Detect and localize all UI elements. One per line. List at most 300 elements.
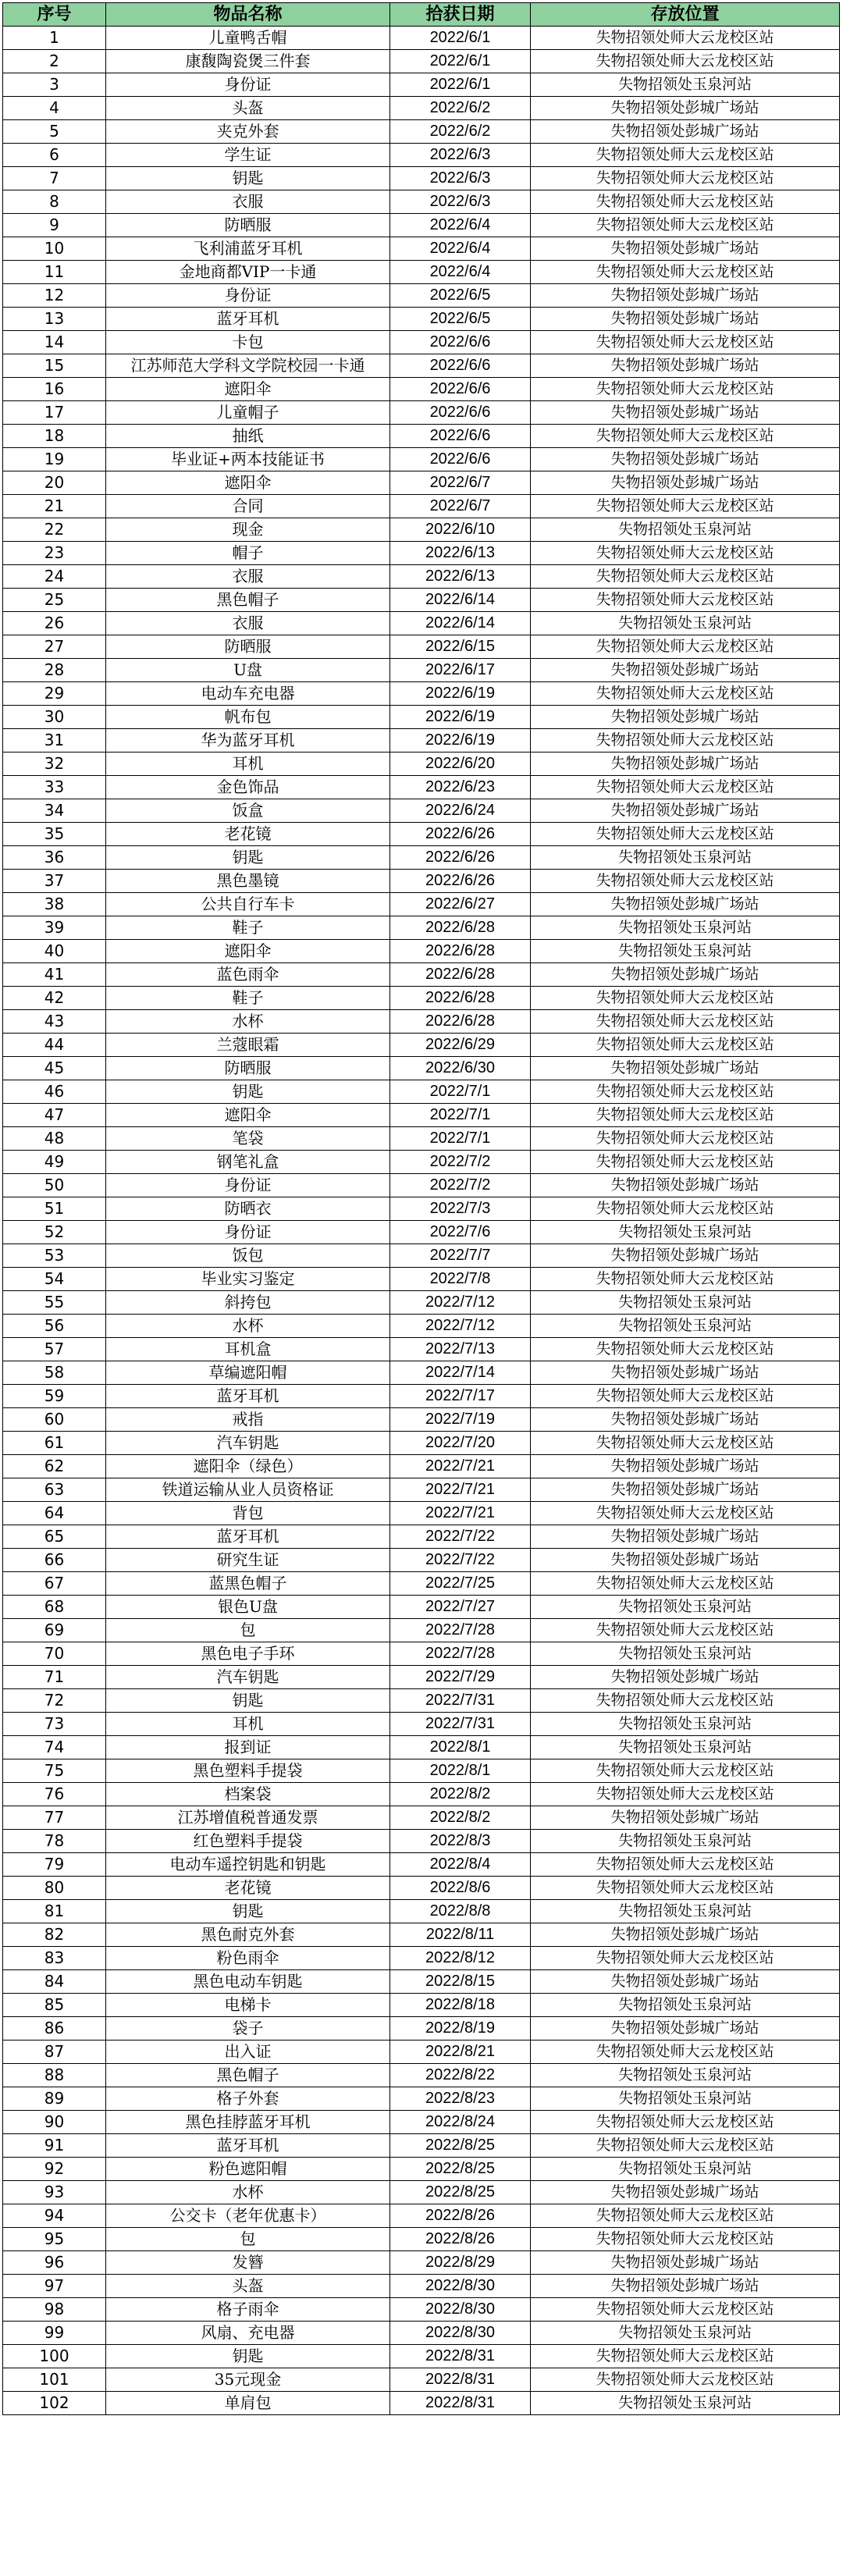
cell-item-name: 蓝牙耳机 [106,308,390,331]
cell-found-date: 2022/6/26 [390,823,531,846]
cell-item-name: 帽子 [106,542,390,565]
cell-storage-location: 失物招领处师大云龙校区站 [531,729,840,753]
cell-item-name: 蓝色雨伞 [106,963,390,987]
cell-no: 26 [3,612,106,635]
cell-item-name: 报到证 [106,1736,390,1759]
cell-storage-location: 失物招领处彭城广场站 [531,120,840,144]
cell-no: 77 [3,1806,106,1830]
cell-storage-location: 失物招领处师大云龙校区站 [531,1877,840,1900]
cell-item-name: 遮阳伞 [106,378,390,401]
cell-storage-location: 失物招领处玉泉河站 [531,2064,840,2087]
cell-item-name: 儿童帽子 [106,401,390,425]
cell-no: 97 [3,2275,106,2298]
cell-item-name: 钢笔礼盒 [106,1151,390,1174]
lost-and-found-sheet [2,2,839,2415]
cell-found-date: 2022/8/3 [390,1830,531,1853]
table-row [3,2158,840,2181]
cell-found-date: 2022/7/8 [390,1268,531,1291]
cell-found-date: 2022/6/3 [390,144,531,167]
header-row [3,3,840,27]
cell-item-name: 黑色墨镜 [106,870,390,893]
cell-no: 13 [3,308,106,331]
table-row [3,1549,840,1572]
table-row [3,97,840,120]
table-row [3,799,840,823]
table-row [3,425,840,448]
cell-found-date: 2022/6/24 [390,799,531,823]
cell-storage-location: 失物招领处师大云龙校区站 [531,378,840,401]
cell-item-name: 钥匙 [106,167,390,190]
cell-no: 55 [3,1291,106,1315]
table-row [3,2345,840,2368]
table-row [3,401,840,425]
cell-no: 32 [3,753,106,776]
cell-storage-location: 失物招领处彭城广场站 [531,448,840,471]
cell-no: 48 [3,1127,106,1151]
table-row [3,495,840,518]
cell-storage-location: 失物招领处彭城广场站 [531,1408,840,1432]
cell-storage-location: 失物招领处彭城广场站 [531,1174,840,1197]
cell-storage-location: 失物招领处玉泉河站 [531,1994,840,2017]
cell-storage-location: 失物招领处师大云龙校区站 [531,635,840,659]
cell-found-date: 2022/7/1 [390,1080,531,1104]
cell-storage-location: 失物招领处师大云龙校区站 [531,2134,840,2158]
cell-no: 45 [3,1057,106,1080]
cell-item-name: 铁道运输从业人员资格证 [106,1478,390,1502]
table-row [3,1713,840,1736]
cell-found-date: 2022/7/28 [390,1642,531,1666]
cell-storage-location: 失物招领处玉泉河站 [531,2322,840,2345]
cell-storage-location: 失物招领处师大云龙校区站 [531,190,840,214]
table-row [3,635,840,659]
cell-item-name: 35元现金 [106,2368,390,2392]
cell-item-name: 毕业实习鉴定 [106,1268,390,1291]
cell-found-date: 2022/7/14 [390,1361,531,1385]
cell-no: 54 [3,1268,106,1291]
cell-found-date: 2022/6/28 [390,963,531,987]
cell-no: 24 [3,565,106,589]
cell-item-name: 黑色帽子 [106,2064,390,2087]
cell-item-name: 黑色挂脖蓝牙耳机 [106,2111,390,2134]
cell-item-name: 黑色电动车钥匙 [106,1970,390,1994]
cell-found-date: 2022/6/1 [390,27,531,50]
cell-storage-location: 失物招领处玉泉河站 [531,2158,840,2181]
table-row [3,1478,840,1502]
cell-no: 21 [3,495,106,518]
cell-found-date: 2022/8/30 [390,2298,531,2322]
cell-no: 36 [3,846,106,870]
table-row [3,1619,840,1642]
cell-item-name: 江苏增值税普通发票 [106,1806,390,1830]
cell-no: 86 [3,2017,106,2041]
cell-no: 57 [3,1338,106,1361]
cell-storage-location: 失物招领处彭城广场站 [531,1549,840,1572]
cell-item-name: 身份证 [106,284,390,308]
table-row [3,2204,840,2228]
cell-no: 100 [3,2345,106,2368]
cell-item-name: 身份证 [106,1221,390,1244]
cell-found-date: 2022/8/22 [390,2064,531,2087]
cell-item-name: 钥匙 [106,1900,390,1923]
cell-no: 73 [3,1713,106,1736]
cell-storage-location: 失物招领处师大云龙校区站 [531,495,840,518]
cell-no: 62 [3,1455,106,1478]
table-row [3,2134,840,2158]
cell-found-date: 2022/7/21 [390,1502,531,1525]
table-row [3,1877,840,1900]
cell-no: 19 [3,448,106,471]
cell-storage-location: 失物招领处彭城广场站 [531,97,840,120]
cell-storage-location: 失物招领处玉泉河站 [531,940,840,963]
cell-item-name: 老花镜 [106,823,390,846]
cell-item-name: 公共自行车卡 [106,893,390,916]
table-row [3,144,840,167]
cell-item-name: 遮阳伞 [106,940,390,963]
cell-found-date: 2022/6/3 [390,167,531,190]
cell-item-name: 公交卡（老年优惠卡） [106,2204,390,2228]
cell-found-date: 2022/6/2 [390,97,531,120]
cell-no: 69 [3,1619,106,1642]
cell-item-name: 档案袋 [106,1783,390,1806]
cell-storage-location: 失物招领处师大云龙校区站 [531,331,840,354]
table-row [3,1830,840,1853]
cell-no: 99 [3,2322,106,2345]
cell-no: 41 [3,963,106,987]
cell-item-name: 遮阳伞 [106,1104,390,1127]
cell-found-date: 2022/8/12 [390,1947,531,1970]
cell-item-name: 出入证 [106,2041,390,2064]
cell-item-name: 格子雨伞 [106,2298,390,2322]
cell-storage-location: 失物招领处师大云龙校区站 [531,1127,840,1151]
table-row [3,1572,840,1596]
table-row [3,1455,840,1478]
cell-storage-location: 失物招领处彭城广场站 [531,1666,840,1689]
table-row [3,706,840,729]
cell-storage-location: 失物招领处师大云龙校区站 [531,1080,840,1104]
cell-item-name: 头盔 [106,97,390,120]
cell-no: 65 [3,1525,106,1549]
cell-item-name: 夹克外套 [106,120,390,144]
cell-storage-location: 失物招领处彭城广场站 [531,1806,840,1830]
cell-no: 95 [3,2228,106,2251]
cell-storage-location: 失物招领处彭城广场站 [531,2181,840,2204]
table-row [3,1174,840,1197]
table-row [3,237,840,261]
table-row [3,1947,840,1970]
cell-no: 98 [3,2298,106,2322]
table-row [3,682,840,706]
cell-no: 30 [3,706,106,729]
cell-storage-location: 失物招领处师大云龙校区站 [531,542,840,565]
cell-no: 78 [3,1830,106,1853]
cell-found-date: 2022/6/6 [390,378,531,401]
cell-storage-location: 失物招领处彭城广场站 [531,1970,840,1994]
cell-no: 40 [3,940,106,963]
cell-storage-location: 失物招领处师大云龙校区站 [531,1783,840,1806]
cell-storage-location: 失物招领处师大云龙校区站 [531,1197,840,1221]
cell-no: 94 [3,2204,106,2228]
table-row [3,167,840,190]
table-row [3,214,840,237]
cell-storage-location: 失物招领处师大云龙校区站 [531,2298,840,2322]
cell-found-date: 2022/8/31 [390,2345,531,2368]
cell-found-date: 2022/6/3 [390,190,531,214]
table-row [3,354,840,378]
table-row [3,2087,840,2111]
cell-no: 31 [3,729,106,753]
cell-item-name: 鞋子 [106,916,390,940]
table-row [3,261,840,284]
cell-item-name: 头盔 [106,2275,390,2298]
cell-no: 71 [3,1666,106,1689]
table-row [3,1080,840,1104]
cell-found-date: 2022/7/22 [390,1525,531,1549]
cell-no: 75 [3,1759,106,1783]
cell-item-name: 银色U盘 [106,1596,390,1619]
cell-no: 37 [3,870,106,893]
lost-and-found-table [2,2,840,2415]
cell-item-name: 背包 [106,1502,390,1525]
cell-found-date: 2022/7/28 [390,1619,531,1642]
cell-storage-location: 失物招领处玉泉河站 [531,518,840,542]
cell-found-date: 2022/8/30 [390,2275,531,2298]
table-row [3,1783,840,1806]
cell-storage-location: 失物招领处彭城广场站 [531,799,840,823]
table-row [3,1151,840,1174]
cell-found-date: 2022/8/1 [390,1736,531,1759]
table-row [3,1338,840,1361]
cell-found-date: 2022/8/2 [390,1806,531,1830]
cell-storage-location: 失物招领处师大云龙校区站 [531,167,840,190]
cell-item-name: 防晒服 [106,1057,390,1080]
cell-storage-location: 失物招领处彭城广场站 [531,1923,840,1947]
cell-no: 22 [3,518,106,542]
cell-found-date: 2022/6/7 [390,471,531,495]
cell-storage-location: 失物招领处师大云龙校区站 [531,1502,840,1525]
cell-found-date: 2022/8/25 [390,2134,531,2158]
table-row [3,2017,840,2041]
cell-storage-location: 失物招领处师大云龙校区站 [531,776,840,799]
cell-found-date: 2022/6/26 [390,870,531,893]
cell-storage-location: 失物招领处彭城广场站 [531,1455,840,1478]
cell-item-name: 蓝牙耳机 [106,1525,390,1549]
cell-storage-location: 失物招领处师大云龙校区站 [531,261,840,284]
cell-no: 35 [3,823,106,846]
cell-no: 46 [3,1080,106,1104]
table-row [3,542,840,565]
cell-no: 80 [3,1877,106,1900]
cell-item-name: 防晒服 [106,635,390,659]
cell-found-date: 2022/7/6 [390,1221,531,1244]
header-location: 存放位置 [531,3,840,27]
cell-found-date: 2022/6/28 [390,940,531,963]
table-row [3,753,840,776]
cell-storage-location: 失物招领处玉泉河站 [531,1713,840,1736]
cell-storage-location: 失物招领处师大云龙校区站 [531,27,840,50]
cell-found-date: 2022/6/13 [390,565,531,589]
table-row [3,1806,840,1830]
cell-no: 43 [3,1010,106,1034]
cell-item-name: 康馥陶瓷煲三件套 [106,50,390,73]
table-row [3,1244,840,1268]
cell-storage-location: 失物招领处师大云龙校区站 [531,1104,840,1127]
table-row [3,1034,840,1057]
table-row [3,1736,840,1759]
cell-found-date: 2022/7/21 [390,1478,531,1502]
cell-storage-location: 失物招领处师大云龙校区站 [531,870,840,893]
cell-storage-location: 失物招领处玉泉河站 [531,1315,840,1338]
cell-found-date: 2022/8/6 [390,1877,531,1900]
cell-storage-location: 失物招领处师大云龙校区站 [531,682,840,706]
cell-found-date: 2022/6/28 [390,916,531,940]
cell-found-date: 2022/6/4 [390,214,531,237]
cell-no: 11 [3,261,106,284]
cell-storage-location: 失物招领处师大云龙校区站 [531,565,840,589]
table-row [3,823,840,846]
cell-found-date: 2022/6/2 [390,120,531,144]
cell-no: 67 [3,1572,106,1596]
table-row [3,612,840,635]
cell-no: 7 [3,167,106,190]
cell-item-name: U盘 [106,659,390,682]
cell-item-name: 斜挎包 [106,1291,390,1315]
cell-no: 38 [3,893,106,916]
cell-storage-location: 失物招领处彭城广场站 [531,1057,840,1080]
cell-no: 53 [3,1244,106,1268]
cell-item-name: 研究生证 [106,1549,390,1572]
cell-found-date: 2022/8/21 [390,2041,531,2064]
cell-found-date: 2022/7/17 [390,1385,531,1408]
cell-storage-location: 失物招领处师大云龙校区站 [531,1759,840,1783]
table-row [3,2275,840,2298]
cell-no: 5 [3,120,106,144]
cell-storage-location: 失物招领处玉泉河站 [531,1830,840,1853]
cell-found-date: 2022/6/14 [390,612,531,635]
cell-found-date: 2022/6/19 [390,706,531,729]
cell-item-name: 钥匙 [106,1689,390,1713]
table-row [3,589,840,612]
cell-item-name: 黑色耐克外套 [106,1923,390,1947]
cell-storage-location: 失物招领处玉泉河站 [531,1221,840,1244]
cell-found-date: 2022/8/11 [390,1923,531,1947]
cell-found-date: 2022/7/13 [390,1338,531,1361]
cell-no: 17 [3,401,106,425]
table-row [3,50,840,73]
cell-storage-location: 失物招领处彭城广场站 [531,1478,840,1502]
cell-no: 51 [3,1197,106,1221]
cell-storage-location: 失物招领处师大云龙校区站 [531,1853,840,1877]
cell-no: 60 [3,1408,106,1432]
cell-no: 52 [3,1221,106,1244]
table-row [3,1385,840,1408]
cell-no: 79 [3,1853,106,1877]
cell-item-name: 衣服 [106,190,390,214]
table-row [3,940,840,963]
table-row [3,1197,840,1221]
cell-found-date: 2022/6/26 [390,846,531,870]
table-row [3,2298,840,2322]
cell-storage-location: 失物招领处玉泉河站 [531,1642,840,1666]
table-row [3,1315,840,1338]
cell-found-date: 2022/8/30 [390,2322,531,2345]
cell-no: 70 [3,1642,106,1666]
table-row [3,846,840,870]
cell-item-name: 卡包 [106,331,390,354]
cell-no: 2 [3,50,106,73]
cell-storage-location: 失物招领处师大云龙校区站 [531,823,840,846]
cell-found-date: 2022/7/31 [390,1713,531,1736]
cell-no: 76 [3,1783,106,1806]
cell-no: 102 [3,2392,106,2415]
cell-found-date: 2022/7/3 [390,1197,531,1221]
cell-found-date: 2022/6/19 [390,729,531,753]
cell-item-name: 钥匙 [106,1080,390,1104]
cell-found-date: 2022/6/28 [390,987,531,1010]
cell-found-date: 2022/8/18 [390,1994,531,2017]
cell-no: 96 [3,2251,106,2275]
cell-no: 44 [3,1034,106,1057]
cell-item-name: 学生证 [106,144,390,167]
cell-item-name: 毕业证+两本技能证书 [106,448,390,471]
cell-no: 83 [3,1947,106,1970]
cell-item-name: 红色塑料手提袋 [106,1830,390,1853]
table-row [3,963,840,987]
cell-found-date: 2022/6/20 [390,753,531,776]
table-row [3,1596,840,1619]
cell-item-name: 黑色塑料手提袋 [106,1759,390,1783]
cell-storage-location: 失物招领处师大云龙校区站 [531,425,840,448]
cell-item-name: 帆布包 [106,706,390,729]
cell-found-date: 2022/8/25 [390,2158,531,2181]
cell-found-date: 2022/7/21 [390,1455,531,1478]
cell-item-name: 防晒服 [106,214,390,237]
cell-no: 33 [3,776,106,799]
cell-storage-location: 失物招领处师大云龙校区站 [531,589,840,612]
cell-no: 4 [3,97,106,120]
table-row [3,893,840,916]
cell-item-name: 华为蓝牙耳机 [106,729,390,753]
cell-found-date: 2022/7/19 [390,1408,531,1432]
cell-no: 14 [3,331,106,354]
cell-found-date: 2022/6/30 [390,1057,531,1080]
cell-no: 39 [3,916,106,940]
cell-found-date: 2022/8/1 [390,1759,531,1783]
cell-item-name: 黑色电子手环 [106,1642,390,1666]
cell-storage-location: 失物招领处师大云龙校区站 [531,1010,840,1034]
table-row [3,308,840,331]
cell-no: 101 [3,2368,106,2392]
cell-found-date: 2022/8/19 [390,2017,531,2041]
cell-found-date: 2022/6/7 [390,495,531,518]
cell-item-name: 耳机 [106,1713,390,1736]
cell-no: 56 [3,1315,106,1338]
cell-item-name: 蓝牙耳机 [106,2134,390,2158]
table-row [3,190,840,214]
cell-found-date: 2022/7/12 [390,1291,531,1315]
table-row [3,120,840,144]
cell-item-name: 身份证 [106,73,390,97]
table-row [3,1432,840,1455]
cell-storage-location: 失物招领处彭城广场站 [531,237,840,261]
table-row [3,284,840,308]
table-row [3,776,840,799]
table-row [3,448,840,471]
cell-storage-location: 失物招领处玉泉河站 [531,916,840,940]
table-row [3,916,840,940]
cell-item-name: 汽车钥匙 [106,1432,390,1455]
cell-no: 50 [3,1174,106,1197]
cell-found-date: 2022/6/1 [390,73,531,97]
